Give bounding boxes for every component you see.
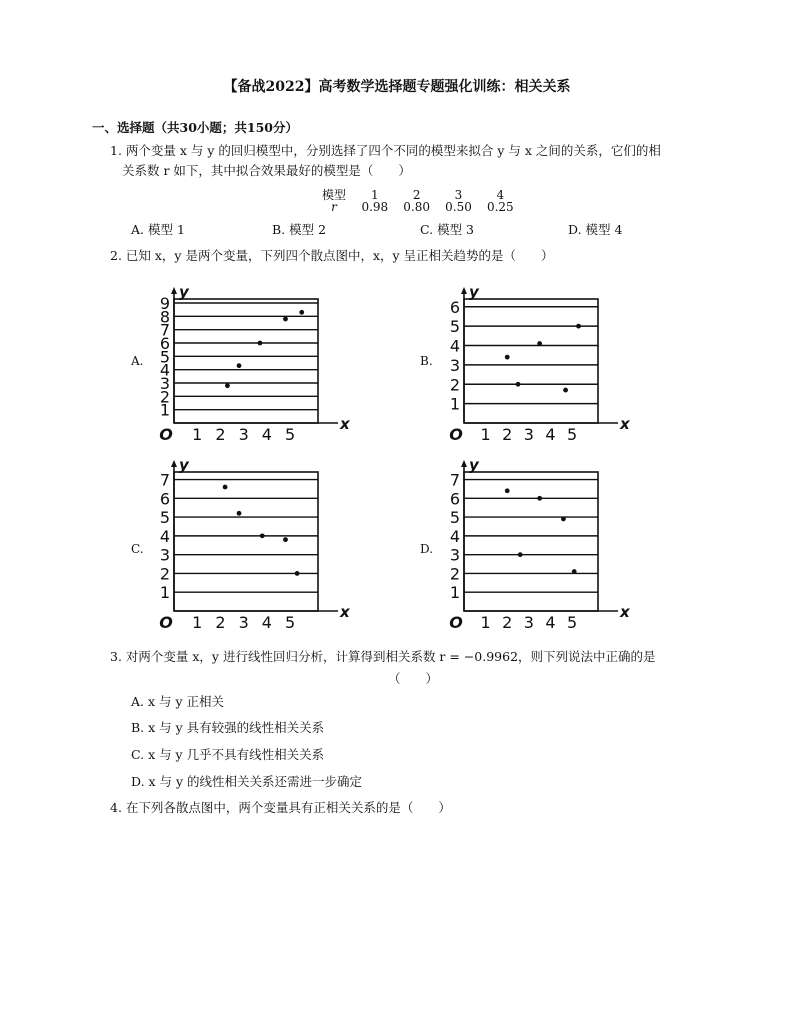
q1-r-cell: 0.50	[445, 200, 472, 214]
y-tick-label: 2	[159, 387, 170, 407]
q2-option-d-label[interactable]: D.	[420, 542, 434, 556]
scatter-point	[225, 383, 230, 388]
origin-label: O	[159, 613, 173, 632]
x-tick-label: 3	[238, 425, 249, 444]
y-tick-label: 4	[449, 526, 460, 546]
x-tick-label: 4	[261, 425, 272, 444]
scatter-point	[283, 537, 288, 542]
y-tick-label: 4	[159, 526, 170, 546]
q3-stem-line2: （ ）	[388, 671, 439, 686]
y-tick-label: 5	[159, 508, 170, 528]
q1-r-cell: 0.80	[403, 200, 431, 214]
scatter-point	[295, 571, 300, 576]
y-tick-label: 5	[449, 317, 460, 337]
y-tick-label: 5	[449, 508, 460, 528]
scatter-point	[537, 496, 542, 501]
scatter-point	[505, 488, 510, 493]
scatter-point	[505, 355, 510, 360]
plot-frame	[174, 299, 318, 423]
x-tick-label: 5	[566, 613, 578, 632]
q3-option-d[interactable]: D. x 与 y 的线性相关关系还需进一步确定	[131, 774, 363, 789]
scatter-point	[576, 324, 581, 329]
scatter-point	[516, 382, 521, 387]
q2-stem: 2. 已知 x，y 是两个变量，下列四个散点图中，x，y 呈正相关趋势的是（ ）	[110, 248, 554, 263]
plot-frame	[174, 472, 318, 611]
q1-table-row1-label: 模型	[321, 188, 346, 202]
x-tick-label: 2	[502, 425, 513, 444]
y-tick-label: 6	[449, 297, 460, 317]
scatter-plot-d[interactable]	[440, 458, 630, 633]
x-tick-label: 4	[545, 613, 556, 632]
q1-model-cell: 4	[496, 188, 505, 202]
q1-table-row-r	[316, 200, 519, 214]
q1-option-a[interactable]: A. 模型 1	[131, 222, 185, 237]
y-tick-label: 1	[449, 583, 460, 603]
scatter-plot-c[interactable]	[150, 458, 350, 633]
q1-r-cell: 0.98	[361, 200, 389, 214]
x-axis-label: x	[620, 415, 630, 433]
y-tick-label: 1	[449, 394, 460, 414]
q2-option-b-label[interactable]: B.	[420, 354, 433, 368]
y-axis-label: y	[179, 285, 189, 301]
y-tick-label: 1	[159, 583, 170, 603]
scatter-point	[223, 485, 228, 490]
q1-r-cell: 0.25	[486, 200, 514, 214]
x-tick-label: 3	[523, 613, 534, 632]
y-tick-label: 6	[159, 489, 170, 509]
plot-frame	[464, 299, 598, 423]
x-tick-label: 2	[215, 613, 226, 632]
q1-model-cell: 2	[412, 188, 421, 202]
y-tick-label: 9	[159, 294, 170, 313]
y-tick-label: 2	[159, 564, 170, 584]
y-tick-label: 4	[159, 360, 170, 380]
q3-option-b[interactable]: B. x 与 y 具有较强的线性相关关系	[131, 720, 325, 735]
y-axis-label: y	[469, 285, 479, 301]
y-axis-arrow	[171, 460, 177, 467]
q3-option-c[interactable]: C. x 与 y 几乎不具有线性相关关系	[131, 747, 325, 762]
y-tick-label: 6	[449, 489, 460, 509]
y-tick-label: 3	[159, 374, 170, 393]
y-tick-label: 4	[449, 336, 460, 356]
y-tick-label: 1	[159, 400, 170, 420]
y-tick-label: 8	[159, 307, 170, 327]
x-tick-label: 1	[480, 425, 491, 444]
q2-option-a-label[interactable]: A.	[131, 354, 144, 368]
q1-option-d[interactable]: D. 模型 4	[568, 222, 623, 237]
x-tick-label: 5	[285, 613, 296, 632]
q2-option-c-label[interactable]: C.	[131, 542, 144, 556]
y-tick-label: 7	[159, 470, 170, 490]
y-axis-arrow	[171, 287, 177, 294]
x-axis-label: x	[340, 415, 350, 433]
x-tick-label: 3	[523, 425, 534, 444]
scatter-plot-a[interactable]	[150, 285, 350, 445]
x-tick-label: 5	[285, 425, 296, 444]
scatter-point	[237, 511, 242, 516]
scatter-point	[258, 341, 263, 346]
x-tick-label: 1	[480, 613, 491, 632]
scatter-point	[237, 363, 242, 368]
scatter-point	[518, 552, 523, 557]
origin-label: O	[449, 425, 463, 444]
y-axis-label: y	[469, 458, 479, 474]
q1-stem-line2: 关系数 r 如下，其中拟合效果最好的模型是（ ）	[122, 163, 411, 178]
x-tick-label: 2	[215, 425, 226, 444]
x-tick-label: 1	[192, 613, 203, 632]
scatter-point	[283, 317, 288, 322]
section-heading: 一、选择题（共30小题；共150分）	[92, 120, 298, 135]
y-tick-label: 2	[449, 375, 460, 395]
origin-label: O	[159, 425, 173, 444]
scatter-plot-b[interactable]	[440, 285, 630, 445]
scatter-point	[537, 341, 542, 346]
y-tick-label: 7	[449, 470, 460, 490]
x-tick-label: 4	[261, 613, 272, 632]
scatter-point	[260, 533, 265, 538]
scatter-point	[561, 517, 566, 522]
y-axis-arrow	[461, 287, 467, 294]
y-tick-label: 3	[449, 355, 460, 375]
q1-model-cell: 3	[454, 188, 463, 202]
origin-label: O	[449, 613, 463, 632]
y-tick-label: 2	[449, 564, 460, 584]
q1-option-b[interactable]: B. 模型 2	[272, 222, 327, 237]
x-tick-label: 4	[545, 425, 556, 444]
y-tick-label: 5	[159, 347, 170, 367]
scatter-point	[563, 388, 568, 393]
y-axis-label: y	[179, 458, 189, 474]
q3-stem-line1: 3. 对两个变量 x，y 进行线性回归分析，计算得到相关系数 r = −0.9962，则下列说法中正确的是	[110, 649, 656, 664]
x-tick-label: 2	[502, 613, 513, 632]
plot-frame	[464, 472, 598, 611]
y-tick-label: 3	[449, 545, 460, 565]
q1-option-c[interactable]: C. 模型 3	[420, 222, 474, 237]
q1-stem-line1: 1. 两个变量 x 与 y 的回归模型中，分别选择了四个不同的模型来拟合 y 与 x 之间的关系，它们的相	[110, 143, 661, 158]
q3-option-a[interactable]: A. x 与 y 正相关	[131, 694, 225, 709]
y-axis-arrow	[461, 460, 467, 467]
x-axis-label: x	[620, 603, 630, 621]
q4-stem: 4. 在下列各散点图中，两个变量具有正相关关系的是（ ）	[110, 800, 451, 815]
x-axis-label: x	[340, 603, 350, 621]
scatter-point	[572, 569, 577, 574]
y-tick-label: 6	[159, 334, 170, 353]
scatter-point	[299, 310, 304, 315]
y-tick-label: 7	[159, 320, 170, 340]
x-tick-label: 3	[238, 613, 249, 632]
q1-table-row2-label: r	[331, 200, 337, 214]
x-tick-label: 5	[566, 425, 578, 444]
page-title: 【备战2022】高考数学选择题专题强化训练：相关关系	[223, 79, 571, 95]
q1-model-cell: 1	[371, 188, 379, 202]
x-tick-label: 1	[192, 425, 203, 444]
y-tick-label: 3	[159, 545, 170, 565]
